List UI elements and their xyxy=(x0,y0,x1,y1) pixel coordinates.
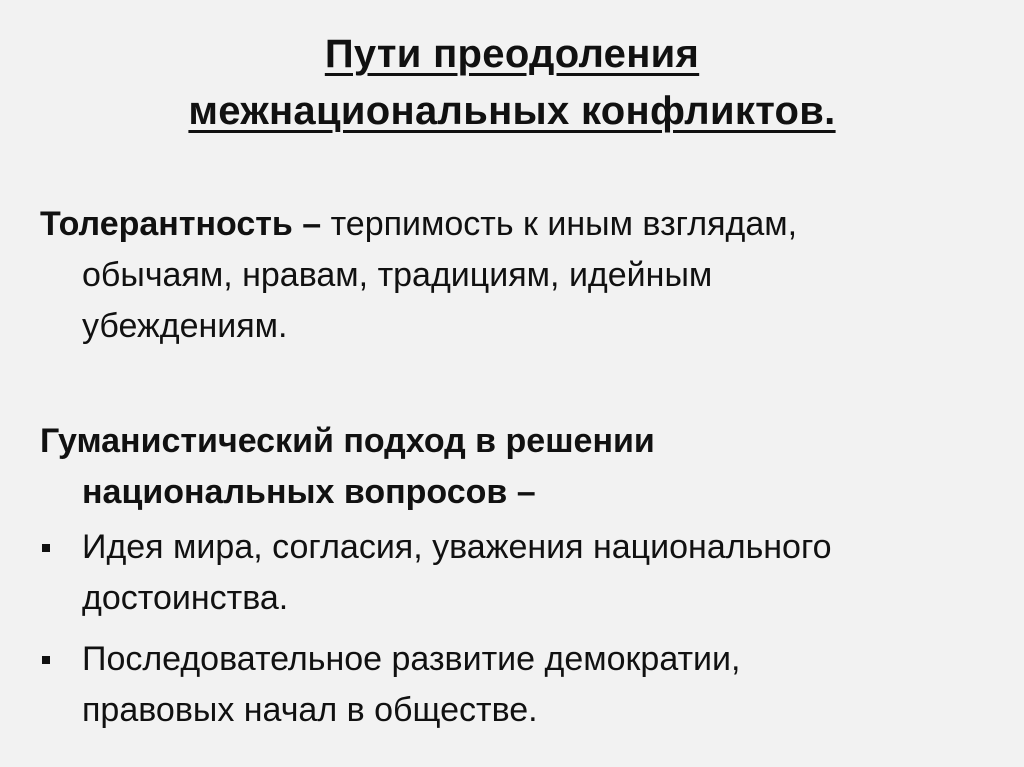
bullet-item-line-2: правовых начал в обществе. xyxy=(82,691,538,729)
humanistic-approach-heading xyxy=(40,416,1000,518)
square-bullet-icon xyxy=(42,544,50,552)
tolerance-line-1 xyxy=(40,199,1000,250)
tolerance-line-3: убеждениям. xyxy=(82,307,288,345)
bullet-item-line-2: достоинства. xyxy=(82,579,289,617)
tolerance-dash: – xyxy=(292,205,331,243)
slide-title-line-2: межнациональных конфликтов. xyxy=(188,89,836,133)
tolerance-term: Толерантность xyxy=(40,205,293,243)
slide-title-line-1: Пути преодоления xyxy=(324,32,700,76)
tolerance-definition xyxy=(40,199,1000,352)
humanistic-line-1: Гуманистический подход в решении xyxy=(40,422,655,460)
square-bullet-icon xyxy=(42,656,50,664)
humanistic-bullet-list xyxy=(40,522,1000,746)
bullet-item-line-1: Последовательное развитие демократии, xyxy=(82,640,741,678)
bullet-item xyxy=(40,522,1000,624)
tolerance-line-2: обычаям, нравам, традициям, идейным xyxy=(82,256,713,294)
tolerance-definition-start: терпимость к иным взглядам, xyxy=(330,205,798,243)
slide-title xyxy=(0,26,1024,140)
humanistic-line-2: национальных вопросов – xyxy=(82,473,536,511)
bullet-item xyxy=(40,634,1000,736)
bullet-item-line-1: Идея мира, согласия, уважения национального xyxy=(82,528,832,566)
